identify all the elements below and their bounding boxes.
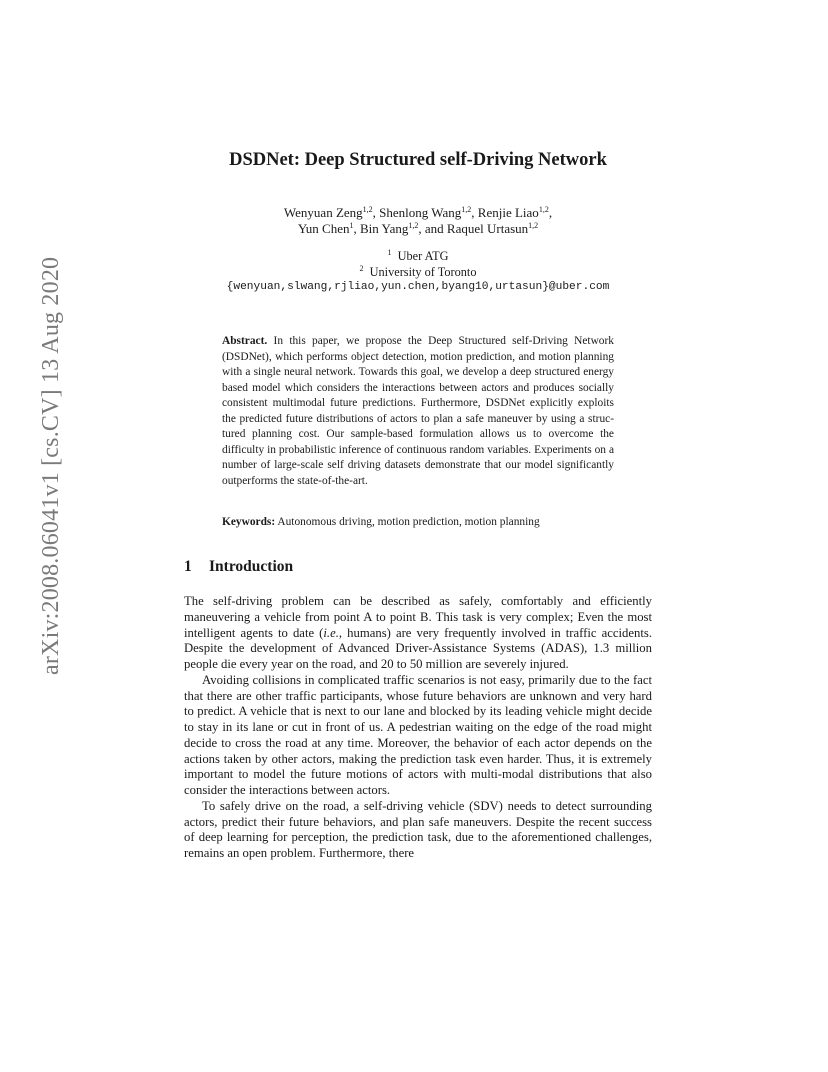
paragraph bbox=[184, 594, 652, 673]
author-list: Wenyuan Zeng$^{1,2}$, Shenlong Wang$^{1,2}$, Renjie Liao$^{1,2}$, Yun Chen$^1$, Bin Yang$^{1,2}$, and Raquel Urtasun$^{1,2}$ bbox=[283, 205, 553, 236]
author-name: Bin Yang bbox=[359, 221, 409, 236]
author-emails: {wenyuan,slwang,rjliao,yun.chen,byang10,urtasun}@uber.com bbox=[226, 281, 610, 293]
affiliation-mark: 2 bbox=[359, 263, 364, 273]
affiliations bbox=[184, 249, 652, 296]
author-name: Raquel Urtasun bbox=[446, 221, 529, 236]
affiliation-name: Uber ATG bbox=[397, 249, 449, 263]
keywords bbox=[222, 515, 614, 531]
affiliation-line bbox=[184, 265, 652, 281]
affiliation-line bbox=[184, 249, 652, 265]
author-affiliation-mark: 1 bbox=[349, 221, 354, 230]
abstract-label: Abstract. bbox=[222, 335, 268, 347]
arxiv-sidebar bbox=[18, 0, 64, 1072]
author-affiliation-mark: 1,2 bbox=[408, 221, 419, 230]
author-name: Renjie Liao bbox=[477, 205, 539, 220]
abstract-text: In this paper, we propose the Deep Structured self-Driving Network (DSDNet), which performs object detection, motion prediction, and motion planning with a single neural network. Towards this goal, we develop a deep structured energy based model which considers the interactions between actors and produces socially consistent multimodal future predictions. Furthermore, DSDNet explicitly exploits the predicted future distributions of actors to plan a safe maneuver by using a structured planning cost. Our sample-based formulation allows us to overcome the difficulty in probabilistic inference of continuous random variables. Experiments on a number of large-scale self driving datasets demonstrate that our model significantly outperforms the state-of-the-art. bbox=[222, 335, 614, 487]
paragraph-text: The self-driving problem can be described as safely, comfortably and efficiently maneuvering a vehicle from point A to point B. This task is very complex; Even the most intelligent agents to date ( bbox=[184, 594, 652, 640]
author-name: Shenlong Wang bbox=[379, 205, 462, 220]
section-heading bbox=[184, 558, 293, 576]
paragraph: Avoiding collisions in complicated traffic scenarios is not easy, primarily due to the fact that there are other traffic participants, whose future behaviors are unknown and very hard to predict. A vehicle that is next to our lane and blocked by its leading vehicle might decide to stay in its lane or cut in front of us. A pedestrian waiting on the edge of the road might decide to cross the road at any time. Moreover, the behavior of each actor depends on the actions taken by other actors, making the prediction task even harder. Thus, it is extremely important to model the future motions of actors with multi-modal distributions that also consider the interactions between actors. bbox=[184, 672, 652, 797]
paper-title: DSDNet: Deep Structured self-Driving Network bbox=[229, 150, 607, 170]
author-conjunction: and bbox=[424, 221, 444, 236]
author-name: Yun Chen bbox=[297, 221, 350, 236]
paragraph: To safely drive on the road, a self-driving vehicle (SDV) needs to detect surrounding actors, predict their future behaviors, and plan safe maneuvers. Despite the recent success of deep learning for perception, the prediction task, due to the aforementioned challenges, remains an open problem. Furthermore, there bbox=[184, 798, 652, 860]
affiliation-name: University of Toronto bbox=[369, 264, 477, 279]
keywords-text: Autonomous driving, motion prediction, motion planning bbox=[277, 516, 540, 528]
author-name: Wenyuan Zeng bbox=[283, 205, 363, 220]
emphasis-ie: i.e. bbox=[323, 625, 339, 640]
arxiv-identifier: arXiv:2008.06041v1 [cs.CV] 13 Aug 2020 bbox=[38, 256, 64, 675]
keywords-label: Keywords: bbox=[222, 516, 276, 528]
paragraph-text: , humans) are very frequently involved in traffic accidents. Despite the development of Advanced Driver-Assistance Systems (ADAS), 1.3 million people die every year on the road, and 20 to 50 million are severely injured. bbox=[184, 625, 652, 671]
affiliation-mark: 1 bbox=[387, 248, 392, 257]
abstract bbox=[222, 334, 614, 489]
author-affiliation-mark: 1,2 bbox=[538, 205, 549, 214]
section-number: 1 bbox=[184, 558, 192, 575]
author-affiliation-mark: 1,2 bbox=[362, 205, 373, 214]
body-text bbox=[184, 594, 652, 862]
author-affiliation-mark: 1,2 bbox=[528, 221, 539, 230]
author-affiliation-mark: 1,2 bbox=[461, 205, 472, 214]
section-title: Introduction bbox=[209, 558, 294, 575]
